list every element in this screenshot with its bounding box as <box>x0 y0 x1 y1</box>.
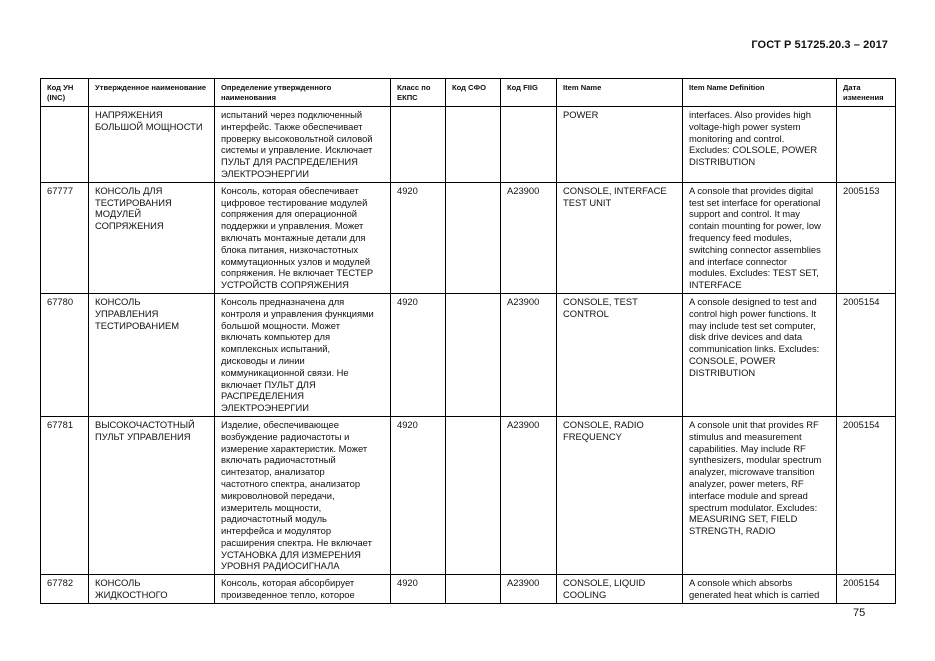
cell-fiig-code: A23900 <box>501 416 557 574</box>
cell-fiig-code: A23900 <box>501 293 557 416</box>
cell-item-name: CONSOLE, RADIO FREQUENCY <box>557 416 683 574</box>
cell-change-date: 2005153 <box>837 182 896 293</box>
cell-item-definition: A console designed to test and control high power functions. It may include test set computer, disk drive devices and data communication links. Excludes: CONSOLE, POWER DISTRIBUTION <box>683 293 837 416</box>
cell-approved-name: КОНСОЛЬ УПРАВЛЕНИЯ ТЕСТИРОВАНИЕМ <box>89 293 215 416</box>
cell-change-date: 2005154 <box>837 575 896 604</box>
cell-definition-ru: Консоль, которая абсорбирует произведенное тепло, которое <box>215 575 391 604</box>
cell-ekps-class: 4920 <box>391 416 446 574</box>
cell-item-definition: interfaces. Also provides high voltage-high power system monitoring and control. Excludes: COLSOLE, POWER DISTRIBUTION <box>683 107 837 183</box>
cell-inc: 67782 <box>41 575 89 604</box>
cell-item-name: CONSOLE, TEST CONTROL <box>557 293 683 416</box>
cell-inc: 67781 <box>41 416 89 574</box>
cell-change-date: 2005154 <box>837 293 896 416</box>
cell-approved-name: ВЫСОКОЧАСТОТНЫЙ ПУЛЬТ УПРАВЛЕНИЯ <box>89 416 215 574</box>
cell-approved-name: КОНСОЛЬ ДЛЯ ТЕСТИРОВАНИЯ МОДУЛЕЙ СОПРЯЖЕНИЯ <box>89 182 215 293</box>
cell-item-name: POWER <box>557 107 683 183</box>
cell-item-name: CONSOLE, LIQUID COOLING <box>557 575 683 604</box>
cell-definition-ru: Консоль, которая обеспечивает цифровое тестирование модулей сопряжения для операционной поддержки и управления. Может включать монтажные детали для блока питания, низкочастотных коммутационных узлов и модулей сопряжения. Не включает ТЕСТЕР УСТРОЙСТВ СОПРЯЖЕНИЯ <box>215 182 391 293</box>
cell-approved-name: НАПРЯЖЕНИЯ БОЛЬШОЙ МОЩНОСТИ <box>89 107 215 183</box>
cell-fiig-code <box>501 107 557 183</box>
table-row <box>41 107 896 183</box>
cell-item-definition: A console unit that provides RF stimulus and measurement capabilities. May include RF synthesizers, modular spectrum analyzer, microwave transition analyzer, power meters, RF interface module and spread spectrum modulator. Excludes: MEASURING SET, FIELD STRENGTH, RADIO <box>683 416 837 574</box>
cell-item-definition: A console that provides digital test set interface for operational support and control. It may contain mounting for power, low frequency feed modules, switching connector assemblies and interface connector modules. Excludes: TEST SET, INTERFACE <box>683 182 837 293</box>
nomenclature-table <box>40 78 896 604</box>
cell-definition-ru: Изделие, обеспечивающее возбуждение радиочастоты и измерение характеристик. Может включать радиочастотный синтезатор, анализатор частотного спектра, анализатор микроволновой передачи, измеритель мощности, радиочастотный модуль интерфейса и модулятор расширения спектра. Не включает УСТАНОВКА ДЛЯ ИЗМЕРЕНИЯ УРОВНЯ РАДИОСИГНАЛА <box>215 416 391 574</box>
cell-sfo-code <box>446 182 501 293</box>
column-header-change-date: Дата изменения <box>837 79 896 107</box>
cell-inc <box>41 107 89 183</box>
column-header-inc: Код УН (INC) <box>41 79 89 107</box>
table-row <box>41 575 896 604</box>
cell-inc: 67777 <box>41 182 89 293</box>
cell-item-name: CONSOLE, INTERFACE TEST UNIT <box>557 182 683 293</box>
cell-sfo-code <box>446 416 501 574</box>
column-header-sfo-code: Код СФО <box>446 79 501 107</box>
table-row <box>41 416 896 574</box>
cell-item-definition: A console which absorbs generated heat which is carried <box>683 575 837 604</box>
cell-sfo-code <box>446 575 501 604</box>
page-number: 75 <box>853 607 866 619</box>
cell-fiig-code: A23900 <box>501 575 557 604</box>
column-header-fiig-code: Код FIIG <box>501 79 557 107</box>
cell-fiig-code: A23900 <box>501 182 557 293</box>
cell-definition-ru: Консоль предназначена для контроля и управления функциями большой мощности. Может включать компьютер для комплексных испытаний, дисководы и линии коммуникационной связи. Не включает ПУЛЬТ ДЛЯ РАСПРЕДЕЛЕНИЯ ЭЛЕКТРОЭНЕРГИИ <box>215 293 391 416</box>
cell-ekps-class: 4920 <box>391 182 446 293</box>
cell-approved-name: КОНСОЛЬ ЖИДКОСТНОГО <box>89 575 215 604</box>
cell-sfo-code <box>446 107 501 183</box>
cell-sfo-code <box>446 293 501 416</box>
table-header-row <box>41 79 896 107</box>
table-row <box>41 293 896 416</box>
cell-inc: 67780 <box>41 293 89 416</box>
column-header-definition-ru: Определение утвержденного наименования <box>215 79 391 107</box>
cell-change-date: 2005154 <box>837 416 896 574</box>
cell-ekps-class <box>391 107 446 183</box>
column-header-approved-name: Утвержденное наименование <box>89 79 215 107</box>
cell-ekps-class: 4920 <box>391 575 446 604</box>
table-row <box>41 182 896 293</box>
column-header-item-definition: Item Name Definition <box>683 79 837 107</box>
column-header-item-name: Item Name <box>557 79 683 107</box>
cell-change-date <box>837 107 896 183</box>
cell-ekps-class: 4920 <box>391 293 446 416</box>
cell-definition-ru: испытаний через подключенный интерфейс. Также обеспечивает проверку высоковольтной силовой системы и управление. Исключает ПУЛЬТ ДЛЯ РАСПРЕДЕЛЕНИЯ ЭЛЕКТРОЭНЕРГИИ <box>215 107 391 183</box>
document-standard-header: ГОСТ Р 51725.20.3 – 2017 <box>751 39 888 51</box>
column-header-ekps-class: Класс по ЕКПС <box>391 79 446 107</box>
